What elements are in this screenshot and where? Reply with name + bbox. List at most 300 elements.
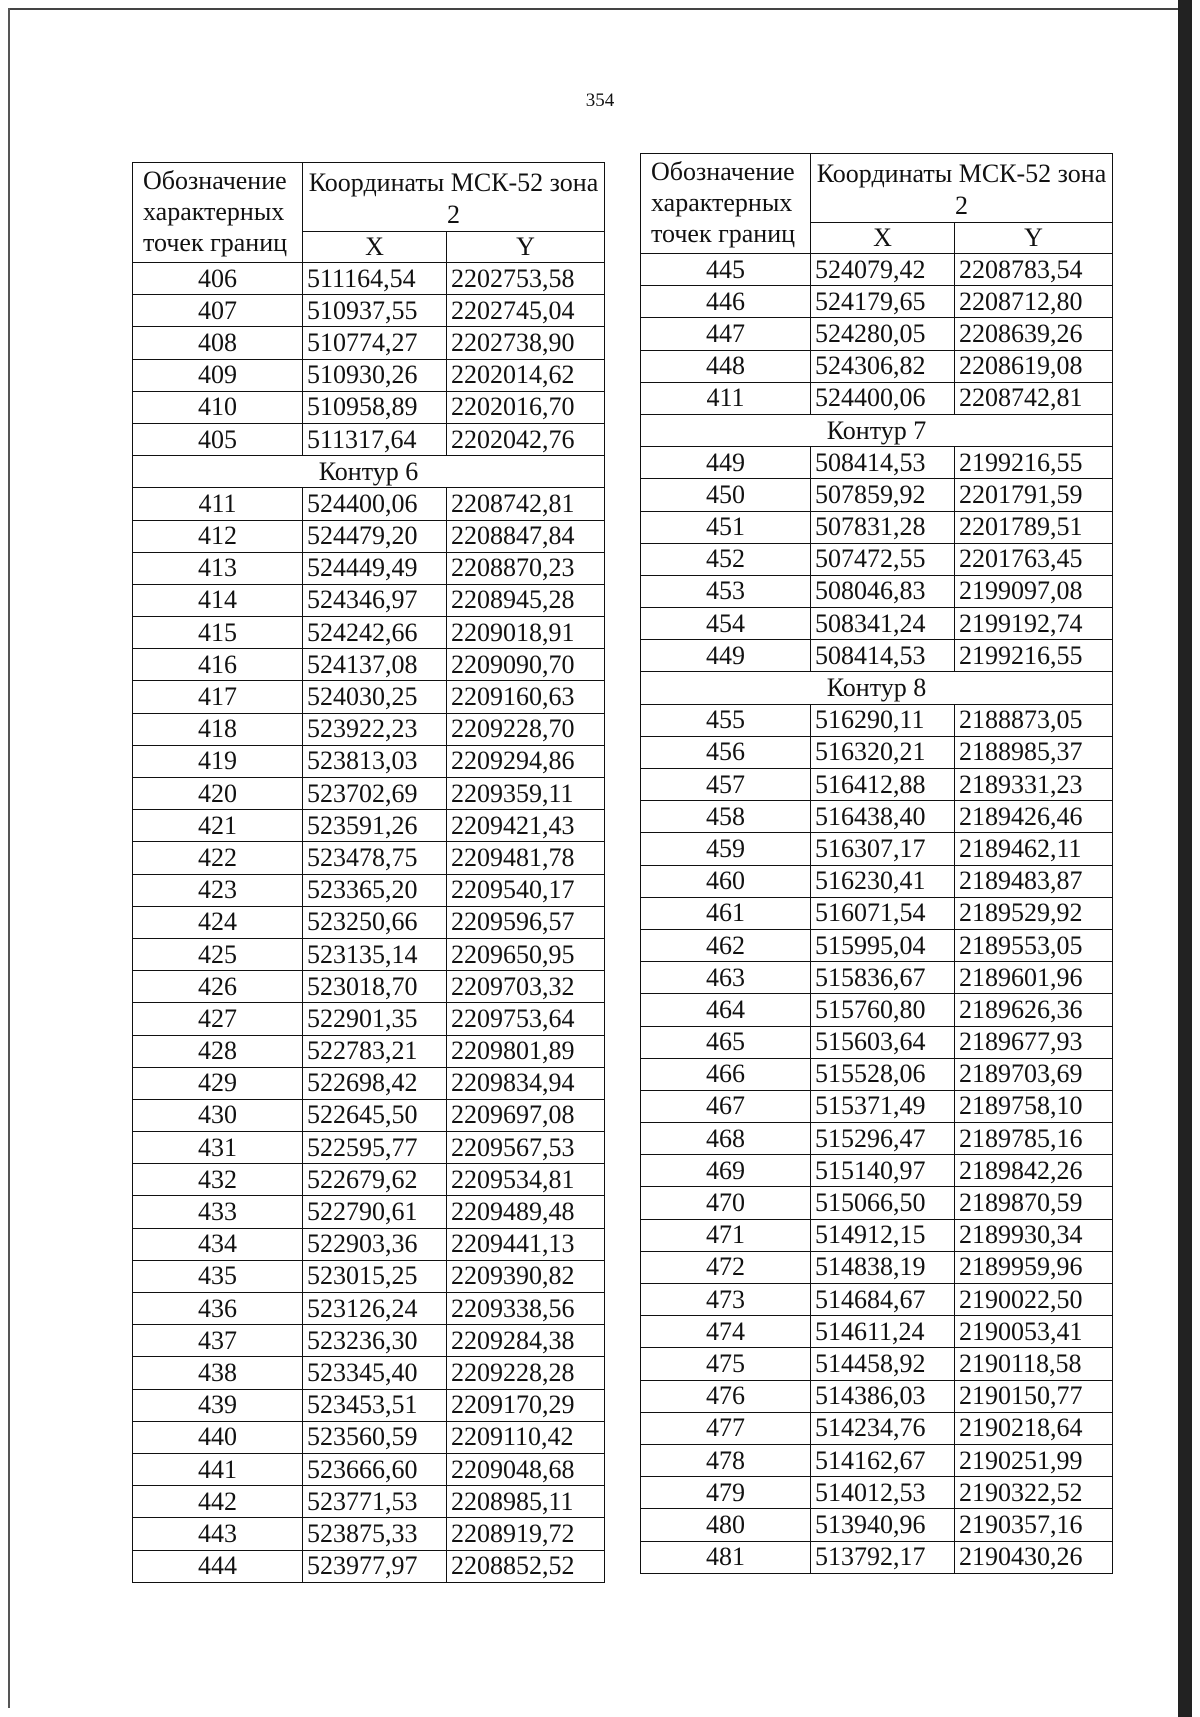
y-coordinate-cell: 2209228,70 — [447, 713, 605, 745]
x-coordinate-cell: 515836,67 — [811, 962, 955, 994]
x-coordinate-cell: 522679,62 — [303, 1164, 447, 1196]
point-id-cell: 442 — [133, 1486, 303, 1518]
point-id-cell: 405 — [133, 423, 303, 455]
point-id-cell: 411 — [641, 382, 811, 414]
y-coordinate-cell: 2201791,59 — [955, 479, 1113, 511]
y-coordinate-cell: 2190218,64 — [955, 1412, 1113, 1444]
table-row — [641, 1155, 1113, 1187]
contour-row — [133, 456, 605, 488]
y-coordinate-cell: 2209421,43 — [447, 810, 605, 842]
point-id-cell: 424 — [133, 906, 303, 938]
table-row — [641, 640, 1113, 672]
x-coordinate-cell: 523977,97 — [303, 1550, 447, 1582]
x-coordinate-cell: 510930,26 — [303, 359, 447, 391]
point-id-cell: 434 — [133, 1228, 303, 1260]
table-row — [133, 263, 605, 295]
y-coordinate-cell: 2208919,72 — [447, 1518, 605, 1550]
point-id-cell: 475 — [641, 1348, 811, 1380]
table-row — [133, 391, 605, 423]
header-coordinates: Координаты МСК-52 зона 2 — [811, 154, 1113, 223]
page-number: 354 — [585, 90, 615, 111]
y-coordinate-cell: 2201763,45 — [955, 543, 1113, 575]
point-id-cell: 481 — [641, 1541, 811, 1573]
point-id-cell: 406 — [133, 263, 303, 295]
x-coordinate-cell: 523560,59 — [303, 1421, 447, 1453]
point-id-cell: 426 — [133, 971, 303, 1003]
y-coordinate-cell: 2208783,54 — [955, 254, 1113, 286]
y-coordinate-cell: 2209703,32 — [447, 971, 605, 1003]
y-coordinate-cell: 2190053,41 — [955, 1316, 1113, 1348]
y-coordinate-cell: 2209110,42 — [447, 1421, 605, 1453]
x-coordinate-cell: 523236,30 — [303, 1325, 447, 1357]
y-coordinate-cell: 2208742,81 — [447, 488, 605, 520]
y-coordinate-cell: 2208639,26 — [955, 318, 1113, 350]
x-coordinate-cell: 513940,96 — [811, 1509, 955, 1541]
table-row — [641, 897, 1113, 929]
point-id-cell: 449 — [641, 447, 811, 479]
point-id-cell: 423 — [133, 874, 303, 906]
y-coordinate-cell: 2189462,11 — [955, 833, 1113, 865]
point-id-cell: 414 — [133, 584, 303, 616]
point-id-cell: 409 — [133, 359, 303, 391]
x-coordinate-cell: 508414,53 — [811, 447, 955, 479]
y-coordinate-cell: 2209801,89 — [447, 1035, 605, 1067]
x-coordinate-cell: 522790,61 — [303, 1196, 447, 1228]
y-coordinate-cell: 2189870,59 — [955, 1187, 1113, 1219]
coordinates-table-right — [640, 153, 1113, 1574]
table-row — [641, 704, 1113, 736]
point-id-cell: 448 — [641, 350, 811, 382]
y-coordinate-cell: 2189483,87 — [955, 865, 1113, 897]
x-coordinate-cell: 510937,55 — [303, 295, 447, 327]
table-row — [133, 1196, 605, 1228]
point-id-cell: 413 — [133, 552, 303, 584]
point-id-cell: 427 — [133, 1003, 303, 1035]
table-row — [133, 1293, 605, 1325]
point-id-cell: 455 — [641, 704, 811, 736]
table-row — [641, 736, 1113, 768]
x-coordinate-cell: 523875,33 — [303, 1518, 447, 1550]
x-coordinate-cell: 524280,05 — [811, 318, 955, 350]
point-id-cell: 450 — [641, 479, 811, 511]
table-row — [133, 1003, 605, 1035]
y-coordinate-cell: 2209567,53 — [447, 1132, 605, 1164]
y-coordinate-cell: 2189842,26 — [955, 1155, 1113, 1187]
x-coordinate-cell: 515760,80 — [811, 994, 955, 1026]
x-coordinate-cell: 523666,60 — [303, 1453, 447, 1485]
table-row — [133, 1067, 605, 1099]
contour-label: Контур 7 — [641, 414, 1113, 446]
y-coordinate-cell: 2202738,90 — [447, 327, 605, 359]
table-row — [133, 520, 605, 552]
table-row — [641, 1444, 1113, 1476]
y-coordinate-cell: 2189758,10 — [955, 1090, 1113, 1122]
y-coordinate-cell: 2199097,08 — [955, 575, 1113, 607]
x-coordinate-cell: 524179,65 — [811, 286, 955, 318]
point-id-cell: 468 — [641, 1123, 811, 1155]
y-coordinate-cell: 2208847,84 — [447, 520, 605, 552]
point-id-cell: 469 — [641, 1155, 811, 1187]
y-coordinate-cell: 2189785,16 — [955, 1123, 1113, 1155]
table-row — [133, 1389, 605, 1421]
point-id-cell: 445 — [641, 254, 811, 286]
point-id-cell: 467 — [641, 1090, 811, 1122]
table-row — [133, 423, 605, 455]
table-row — [641, 511, 1113, 543]
table-row — [641, 575, 1113, 607]
x-coordinate-cell: 523250,66 — [303, 906, 447, 938]
point-id-cell: 438 — [133, 1357, 303, 1389]
x-coordinate-cell: 523702,69 — [303, 778, 447, 810]
x-coordinate-cell: 524242,66 — [303, 617, 447, 649]
contour-row — [641, 414, 1113, 446]
y-coordinate-cell: 2209359,11 — [447, 778, 605, 810]
point-id-cell: 449 — [641, 640, 811, 672]
y-coordinate-cell: 2209390,82 — [447, 1260, 605, 1292]
point-id-cell: 410 — [133, 391, 303, 423]
table-row — [133, 1099, 605, 1131]
scan-right-edge — [1178, 0, 1192, 1717]
table-row — [133, 971, 605, 1003]
table-row — [641, 447, 1113, 479]
table-row — [133, 906, 605, 938]
y-coordinate-cell: 2208945,28 — [447, 584, 605, 616]
y-coordinate-cell: 2209540,17 — [447, 874, 605, 906]
x-coordinate-cell: 511317,64 — [303, 423, 447, 455]
table-row — [133, 1357, 605, 1389]
table-row — [133, 778, 605, 810]
point-id-cell: 478 — [641, 1444, 811, 1476]
x-coordinate-cell: 523453,51 — [303, 1389, 447, 1421]
point-id-cell: 419 — [133, 745, 303, 777]
point-id-cell: 446 — [641, 286, 811, 318]
point-id-cell: 420 — [133, 778, 303, 810]
table-row — [641, 1284, 1113, 1316]
table-row — [133, 681, 605, 713]
table-row — [641, 382, 1113, 414]
y-coordinate-cell: 2209834,94 — [447, 1067, 605, 1099]
y-coordinate-cell: 2190022,50 — [955, 1284, 1113, 1316]
x-coordinate-cell: 522783,21 — [303, 1035, 447, 1067]
scan-top-edge — [8, 8, 1178, 10]
y-coordinate-cell: 2190118,58 — [955, 1348, 1113, 1380]
y-coordinate-cell: 2209228,28 — [447, 1357, 605, 1389]
point-id-cell: 454 — [641, 608, 811, 640]
point-id-cell: 458 — [641, 801, 811, 833]
x-coordinate-cell: 514838,19 — [811, 1251, 955, 1283]
point-id-cell: 460 — [641, 865, 811, 897]
point-id-cell: 435 — [133, 1260, 303, 1292]
table-row — [133, 1453, 605, 1485]
y-coordinate-cell: 2190251,99 — [955, 1444, 1113, 1476]
point-id-cell: 432 — [133, 1164, 303, 1196]
x-coordinate-cell: 510774,27 — [303, 327, 447, 359]
y-coordinate-cell: 2189426,46 — [955, 801, 1113, 833]
point-id-cell: 411 — [133, 488, 303, 520]
x-coordinate-cell: 508341,24 — [811, 608, 955, 640]
table-row — [641, 1477, 1113, 1509]
table-row — [641, 254, 1113, 286]
table-row — [133, 1518, 605, 1550]
table-row — [641, 1090, 1113, 1122]
header-x: X — [303, 232, 447, 263]
y-coordinate-cell: 2208985,11 — [447, 1486, 605, 1518]
point-id-cell: 425 — [133, 938, 303, 970]
point-id-cell: 408 — [133, 327, 303, 359]
table-row — [641, 1123, 1113, 1155]
y-coordinate-cell: 2209284,38 — [447, 1325, 605, 1357]
y-coordinate-cell: 2199216,55 — [955, 640, 1113, 672]
x-coordinate-cell: 523135,14 — [303, 938, 447, 970]
point-id-cell: 456 — [641, 736, 811, 768]
y-coordinate-cell: 2209596,57 — [447, 906, 605, 938]
y-coordinate-cell: 2209294,86 — [447, 745, 605, 777]
x-coordinate-cell: 516290,11 — [811, 704, 955, 736]
y-coordinate-cell: 2208742,81 — [955, 382, 1113, 414]
y-coordinate-cell: 2202016,70 — [447, 391, 605, 423]
point-id-cell: 437 — [133, 1325, 303, 1357]
y-coordinate-cell: 2189331,23 — [955, 769, 1113, 801]
table-row — [641, 608, 1113, 640]
point-id-cell: 407 — [133, 295, 303, 327]
y-coordinate-cell: 2188873,05 — [955, 704, 1113, 736]
point-id-cell: 430 — [133, 1099, 303, 1131]
point-id-cell: 472 — [641, 1251, 811, 1283]
header-designation: Обозначение характерных точек границ — [133, 163, 303, 263]
table-row — [133, 327, 605, 359]
point-id-cell: 453 — [641, 575, 811, 607]
point-id-cell: 471 — [641, 1219, 811, 1251]
contour-label: Контур 6 — [133, 456, 605, 488]
table-row — [133, 359, 605, 391]
point-id-cell: 473 — [641, 1284, 811, 1316]
point-id-cell: 429 — [133, 1067, 303, 1099]
coordinates-table-left — [132, 162, 605, 1583]
y-coordinate-cell: 2208712,80 — [955, 286, 1113, 318]
table-row — [133, 649, 605, 681]
y-coordinate-cell: 2189703,69 — [955, 1058, 1113, 1090]
table-row — [133, 1228, 605, 1260]
y-coordinate-cell: 2209338,56 — [447, 1293, 605, 1325]
table-row — [641, 1026, 1113, 1058]
x-coordinate-cell: 522595,77 — [303, 1132, 447, 1164]
table-row — [641, 962, 1113, 994]
table-row — [133, 1550, 605, 1582]
y-coordinate-cell: 2202014,62 — [447, 359, 605, 391]
table-row — [133, 713, 605, 745]
table-row — [133, 810, 605, 842]
contour-row — [641, 672, 1113, 704]
point-id-cell: 418 — [133, 713, 303, 745]
point-id-cell: 477 — [641, 1412, 811, 1444]
x-coordinate-cell: 523018,70 — [303, 971, 447, 1003]
x-coordinate-cell: 523591,26 — [303, 810, 447, 842]
point-id-cell: 444 — [133, 1550, 303, 1582]
table-row — [133, 1035, 605, 1067]
y-coordinate-cell: 2209441,13 — [447, 1228, 605, 1260]
y-coordinate-cell: 2209753,64 — [447, 1003, 605, 1035]
table-row — [641, 1219, 1113, 1251]
table-row — [641, 1058, 1113, 1090]
table-row — [133, 617, 605, 649]
y-coordinate-cell: 2189529,92 — [955, 897, 1113, 929]
point-id-cell: 466 — [641, 1058, 811, 1090]
table-row — [133, 842, 605, 874]
table-row — [641, 1251, 1113, 1283]
y-coordinate-cell: 2199216,55 — [955, 447, 1113, 479]
y-coordinate-cell: 2190430,26 — [955, 1541, 1113, 1573]
table-row — [133, 1325, 605, 1357]
x-coordinate-cell: 522901,35 — [303, 1003, 447, 1035]
header-coordinates: Координаты МСК-52 зона 2 — [303, 163, 605, 232]
point-id-cell: 412 — [133, 520, 303, 552]
y-coordinate-cell: 2209160,63 — [447, 681, 605, 713]
y-coordinate-cell: 2189626,36 — [955, 994, 1113, 1026]
x-coordinate-cell: 524137,08 — [303, 649, 447, 681]
x-coordinate-cell: 524400,06 — [303, 488, 447, 520]
y-coordinate-cell: 2189601,96 — [955, 962, 1113, 994]
x-coordinate-cell: 523813,03 — [303, 745, 447, 777]
point-id-cell: 461 — [641, 897, 811, 929]
y-coordinate-cell: 2209170,29 — [447, 1389, 605, 1421]
x-coordinate-cell: 516412,88 — [811, 769, 955, 801]
point-id-cell: 416 — [133, 649, 303, 681]
point-id-cell: 422 — [133, 842, 303, 874]
y-coordinate-cell: 2202042,76 — [447, 423, 605, 455]
y-coordinate-cell: 2209481,78 — [447, 842, 605, 874]
table-row — [641, 1187, 1113, 1219]
y-coordinate-cell: 2190357,16 — [955, 1509, 1113, 1541]
x-coordinate-cell: 524479,20 — [303, 520, 447, 552]
x-coordinate-cell: 524400,06 — [811, 382, 955, 414]
table-row — [641, 865, 1113, 897]
point-id-cell: 470 — [641, 1187, 811, 1219]
x-coordinate-cell: 523365,20 — [303, 874, 447, 906]
table-row — [641, 1348, 1113, 1380]
y-coordinate-cell: 2209048,68 — [447, 1453, 605, 1485]
x-coordinate-cell: 508414,53 — [811, 640, 955, 672]
point-id-cell: 415 — [133, 617, 303, 649]
y-coordinate-cell: 2208852,52 — [447, 1550, 605, 1582]
table-row — [641, 929, 1113, 961]
scan-left-edge — [8, 8, 10, 1708]
point-id-cell: 463 — [641, 962, 811, 994]
table-row — [641, 350, 1113, 382]
x-coordinate-cell: 515995,04 — [811, 929, 955, 961]
contour-label: Контур 8 — [641, 672, 1113, 704]
header-y: Y — [955, 223, 1113, 254]
x-coordinate-cell: 515371,49 — [811, 1090, 955, 1122]
point-id-cell: 462 — [641, 929, 811, 961]
point-id-cell: 465 — [641, 1026, 811, 1058]
table-row — [641, 994, 1113, 1026]
table-row — [641, 479, 1113, 511]
point-id-cell: 421 — [133, 810, 303, 842]
x-coordinate-cell: 514684,67 — [811, 1284, 955, 1316]
table-row — [133, 874, 605, 906]
x-coordinate-cell: 515603,64 — [811, 1026, 955, 1058]
point-id-cell: 459 — [641, 833, 811, 865]
x-coordinate-cell: 524449,49 — [303, 552, 447, 584]
point-id-cell: 474 — [641, 1316, 811, 1348]
point-id-cell: 447 — [641, 318, 811, 350]
point-id-cell: 464 — [641, 994, 811, 1026]
table-row — [133, 1132, 605, 1164]
point-id-cell: 480 — [641, 1509, 811, 1541]
x-coordinate-cell: 514386,03 — [811, 1380, 955, 1412]
table-row — [641, 1316, 1113, 1348]
table-row — [641, 1380, 1113, 1412]
y-coordinate-cell: 2208870,23 — [447, 552, 605, 584]
x-coordinate-cell: 514234,76 — [811, 1412, 955, 1444]
table-row — [641, 286, 1113, 318]
y-coordinate-cell: 2209650,95 — [447, 938, 605, 970]
table-row — [133, 745, 605, 777]
table-row — [641, 801, 1113, 833]
x-coordinate-cell: 516438,40 — [811, 801, 955, 833]
x-coordinate-cell: 515296,47 — [811, 1123, 955, 1155]
x-coordinate-cell: 523478,75 — [303, 842, 447, 874]
y-coordinate-cell: 2188985,37 — [955, 736, 1113, 768]
x-coordinate-cell: 507472,55 — [811, 543, 955, 575]
table-row — [133, 1486, 605, 1518]
table-row — [641, 833, 1113, 865]
point-id-cell: 417 — [133, 681, 303, 713]
x-coordinate-cell: 510958,89 — [303, 391, 447, 423]
table-row — [133, 295, 605, 327]
point-id-cell: 428 — [133, 1035, 303, 1067]
y-coordinate-cell: 2189677,93 — [955, 1026, 1113, 1058]
x-coordinate-cell: 523345,40 — [303, 1357, 447, 1389]
table-row — [641, 769, 1113, 801]
x-coordinate-cell: 514162,67 — [811, 1444, 955, 1476]
y-coordinate-cell: 2190322,52 — [955, 1477, 1113, 1509]
x-coordinate-cell: 524030,25 — [303, 681, 447, 713]
x-coordinate-cell: 513792,17 — [811, 1541, 955, 1573]
table-row — [641, 543, 1113, 575]
table-row — [641, 318, 1113, 350]
table-row — [133, 1164, 605, 1196]
x-coordinate-cell: 516307,17 — [811, 833, 955, 865]
y-coordinate-cell: 2209534,81 — [447, 1164, 605, 1196]
x-coordinate-cell: 516071,54 — [811, 897, 955, 929]
x-coordinate-cell: 522903,36 — [303, 1228, 447, 1260]
table-row — [133, 552, 605, 584]
table-row — [133, 1421, 605, 1453]
x-coordinate-cell: 516320,21 — [811, 736, 955, 768]
point-id-cell: 452 — [641, 543, 811, 575]
y-coordinate-cell: 2189930,34 — [955, 1219, 1113, 1251]
x-coordinate-cell: 511164,54 — [303, 263, 447, 295]
x-coordinate-cell: 515140,97 — [811, 1155, 955, 1187]
x-coordinate-cell: 524346,97 — [303, 584, 447, 616]
table-row — [133, 1260, 605, 1292]
x-coordinate-cell: 515066,50 — [811, 1187, 955, 1219]
x-coordinate-cell: 508046,83 — [811, 575, 955, 607]
y-coordinate-cell: 2208619,08 — [955, 350, 1113, 382]
x-coordinate-cell: 522698,42 — [303, 1067, 447, 1099]
y-coordinate-cell: 2202745,04 — [447, 295, 605, 327]
x-coordinate-cell: 524306,82 — [811, 350, 955, 382]
table-row — [133, 938, 605, 970]
point-id-cell: 433 — [133, 1196, 303, 1228]
header-y: Y — [447, 232, 605, 263]
point-id-cell: 441 — [133, 1453, 303, 1485]
table-row — [133, 584, 605, 616]
x-coordinate-cell: 523126,24 — [303, 1293, 447, 1325]
point-id-cell: 457 — [641, 769, 811, 801]
point-id-cell: 440 — [133, 1421, 303, 1453]
